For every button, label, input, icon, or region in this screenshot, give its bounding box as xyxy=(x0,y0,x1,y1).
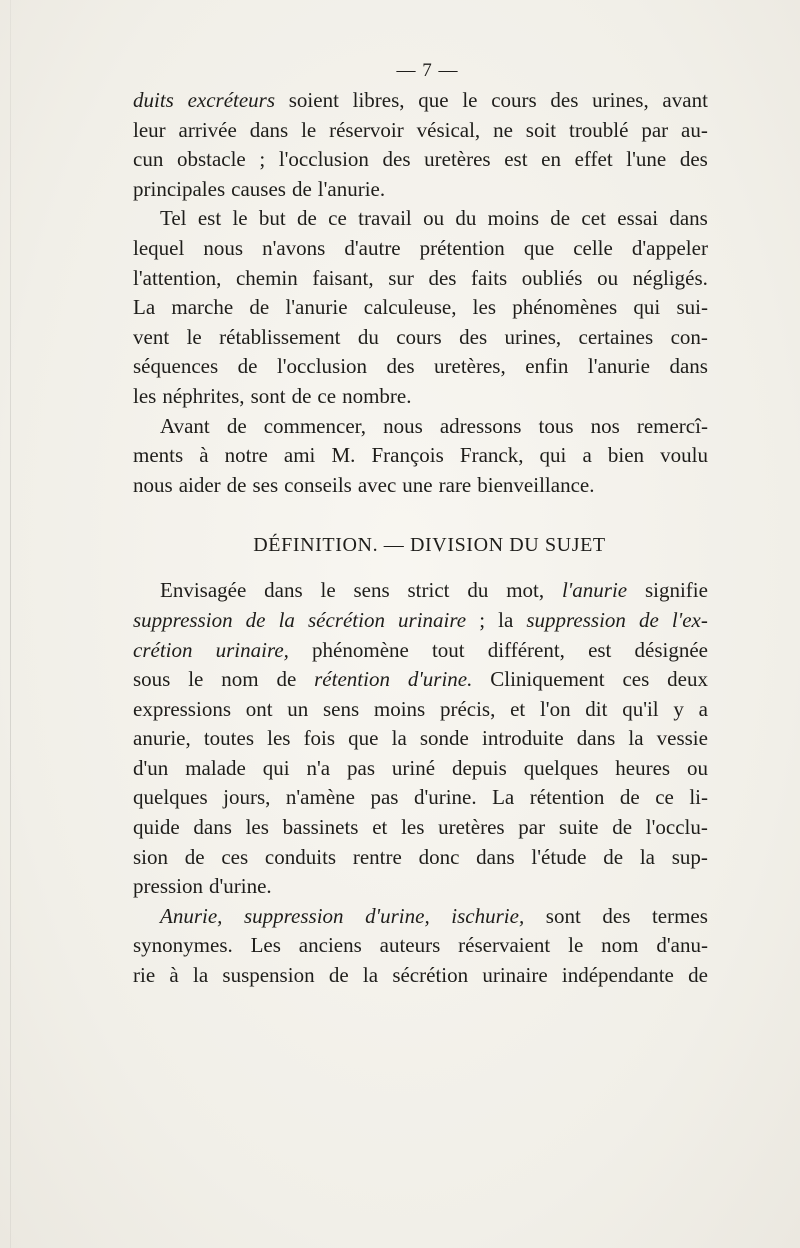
word: pas xyxy=(347,755,376,780)
word: ; xyxy=(259,147,266,172)
word: dans xyxy=(193,815,232,840)
word: anciens xyxy=(298,933,362,958)
word: bienveillance. xyxy=(477,472,595,497)
word: cet xyxy=(581,206,606,231)
word: nos xyxy=(590,413,620,438)
word: sont xyxy=(545,903,581,928)
word: avant xyxy=(662,88,708,112)
text-block xyxy=(133,56,708,991)
text-line xyxy=(133,352,708,382)
word: le xyxy=(568,933,584,958)
word: depuis xyxy=(451,755,507,780)
word: n'avons xyxy=(262,235,326,260)
word: termes xyxy=(651,903,708,928)
page-number: — 7 — xyxy=(396,60,459,81)
word: La xyxy=(492,785,515,810)
word: con- xyxy=(670,324,708,349)
word: dans xyxy=(249,117,289,142)
word: ami xyxy=(283,443,316,468)
word: ces xyxy=(622,667,650,692)
word: nom xyxy=(601,933,639,958)
word: sup- xyxy=(671,844,708,869)
word: est xyxy=(197,206,222,231)
word: nous xyxy=(383,413,423,438)
word: d'urine, xyxy=(365,903,430,928)
word: duits xyxy=(133,88,174,112)
word: de xyxy=(184,844,205,869)
word: de xyxy=(226,413,247,438)
word: suppression xyxy=(133,607,233,632)
word: dans xyxy=(264,578,303,603)
paragraph xyxy=(133,86,708,204)
word: qui xyxy=(633,295,661,320)
text-line xyxy=(133,872,708,902)
word: ce xyxy=(655,785,674,810)
word: a xyxy=(582,443,592,468)
word: des xyxy=(428,265,457,290)
word: d'urine. xyxy=(407,667,473,692)
word: lequel xyxy=(133,235,185,260)
word: anurie, xyxy=(133,726,191,751)
word: n'a xyxy=(306,755,331,780)
word: et xyxy=(372,815,388,840)
word: rie xyxy=(133,963,156,988)
word: deux xyxy=(667,667,708,692)
text-line xyxy=(133,471,708,501)
word: commencer, xyxy=(263,413,367,438)
word: leur xyxy=(133,117,166,142)
word: la xyxy=(639,844,655,869)
word: Anurie, xyxy=(160,903,223,928)
text-line xyxy=(133,754,708,784)
word: ne xyxy=(493,117,513,142)
word: l'anurie xyxy=(561,578,628,603)
word: sont xyxy=(250,383,286,408)
text-line xyxy=(133,665,708,695)
word: urines, xyxy=(504,324,562,349)
word: pression xyxy=(133,874,203,899)
word: au- xyxy=(681,117,708,142)
word: Avant xyxy=(160,413,210,438)
word: sui- xyxy=(676,295,708,320)
word: marche xyxy=(171,295,234,320)
word: uretères xyxy=(424,147,491,172)
word: que xyxy=(418,88,449,112)
word: synonymes. xyxy=(133,933,233,958)
word: ce xyxy=(317,383,337,408)
text-line xyxy=(133,86,708,116)
word: l'anurie. xyxy=(317,176,386,201)
word: quelques xyxy=(523,755,599,780)
word: jours, xyxy=(223,785,271,810)
binding-edge xyxy=(10,0,11,1248)
word: troublé xyxy=(568,117,629,142)
word: est xyxy=(588,637,612,662)
word: donc xyxy=(418,844,460,869)
word: certaines xyxy=(578,324,654,349)
word: l'occlu- xyxy=(645,815,708,840)
word: réservaient xyxy=(458,933,551,958)
word: d'urine. xyxy=(209,874,272,899)
word: le xyxy=(301,117,317,142)
word: le xyxy=(320,578,336,603)
word: soit xyxy=(525,117,557,142)
text-line xyxy=(133,175,708,205)
word: M. xyxy=(331,443,356,468)
body-text xyxy=(133,86,708,991)
word: malade xyxy=(185,755,246,780)
word: qui xyxy=(539,443,567,468)
word: est xyxy=(504,147,528,172)
word: travail xyxy=(358,206,412,231)
word: l'anurie xyxy=(587,354,650,379)
word: heures xyxy=(615,755,671,780)
word: urinaire xyxy=(482,963,548,988)
text-line xyxy=(133,204,708,234)
word: en xyxy=(541,147,561,172)
word: de xyxy=(276,667,297,692)
word: séquences xyxy=(133,354,219,379)
word: sous xyxy=(133,667,171,692)
word: ou xyxy=(687,755,708,780)
word: à xyxy=(199,443,209,468)
word: ont xyxy=(245,696,273,721)
text-line xyxy=(133,145,708,175)
word: néphrites, xyxy=(162,383,245,408)
word: conseils xyxy=(284,472,352,497)
word: des xyxy=(679,147,708,172)
text-line xyxy=(133,606,708,636)
word: urines, xyxy=(592,88,649,112)
word: li- xyxy=(689,785,708,810)
word: Les xyxy=(250,933,281,958)
word: arrivée xyxy=(178,117,237,142)
text-line xyxy=(133,323,708,353)
word: l'attention, xyxy=(133,265,222,290)
word: des xyxy=(459,324,488,349)
paragraph xyxy=(133,204,708,411)
word: qu'il xyxy=(622,696,659,721)
word: la xyxy=(278,607,295,632)
word: sonde xyxy=(419,726,469,751)
word: Envisagée xyxy=(160,578,247,603)
word: y xyxy=(673,696,684,721)
word: uriné xyxy=(391,755,436,780)
word: que xyxy=(523,235,555,260)
word: de xyxy=(249,295,270,320)
word: celle xyxy=(573,235,613,260)
word: quelques xyxy=(133,785,208,810)
word: de xyxy=(619,785,640,810)
word: mot, xyxy=(506,578,545,603)
word: rare xyxy=(438,472,472,497)
text-line xyxy=(133,902,708,932)
word: d'autre xyxy=(344,235,401,260)
word: de xyxy=(603,844,624,869)
text-line xyxy=(133,576,708,606)
word: à xyxy=(169,963,179,988)
word: sens xyxy=(353,578,390,603)
word: d'anu- xyxy=(656,933,708,958)
word: cours xyxy=(491,88,537,112)
word: l'on xyxy=(539,696,571,721)
word: d'un xyxy=(133,755,169,780)
word: l'occlusion xyxy=(278,147,369,172)
word: la xyxy=(628,726,644,751)
word: l'étude xyxy=(531,844,587,869)
word: but xyxy=(258,206,286,231)
word: un xyxy=(287,696,309,721)
text-line xyxy=(133,412,708,442)
word: suppression xyxy=(526,607,626,632)
word: ce xyxy=(328,206,347,231)
word: Tel xyxy=(160,206,187,231)
word: le xyxy=(186,324,202,349)
word: les xyxy=(401,815,425,840)
text-line xyxy=(133,293,708,323)
word: faits xyxy=(471,265,508,290)
word: de xyxy=(291,176,312,201)
word: faisant, xyxy=(312,265,374,290)
word: expressions xyxy=(133,696,231,721)
word: de xyxy=(550,206,571,231)
word: oubliés xyxy=(521,265,583,290)
word: des xyxy=(386,354,415,379)
text-line xyxy=(133,441,708,471)
word: par xyxy=(641,117,669,142)
word: ses xyxy=(252,472,279,497)
word: bassinets xyxy=(282,815,359,840)
word: voulu xyxy=(660,443,708,468)
word: obstacle xyxy=(176,147,246,172)
word: auteurs xyxy=(379,933,441,958)
word: tous xyxy=(538,413,574,438)
word: rentre xyxy=(352,844,402,869)
word: rétention xyxy=(314,667,390,692)
word: Franck, xyxy=(459,443,524,468)
word: effet xyxy=(574,147,613,172)
word: ou xyxy=(597,265,619,290)
word: indépendante xyxy=(561,963,674,988)
word: suppression xyxy=(243,903,344,928)
word: tout xyxy=(431,637,465,662)
word: du xyxy=(467,578,489,603)
word: moins xyxy=(373,696,426,721)
word: de xyxy=(328,963,349,988)
text-line xyxy=(133,724,708,754)
word: excréteurs xyxy=(187,88,276,112)
word: les xyxy=(133,383,157,408)
word: désignée xyxy=(634,637,708,662)
word: libres, xyxy=(352,88,405,112)
word: le xyxy=(188,667,204,692)
word: nombre. xyxy=(342,383,412,408)
word: d'urine. xyxy=(413,785,477,810)
word: cours xyxy=(396,324,442,349)
word: remercî- xyxy=(636,413,708,438)
word: de xyxy=(226,472,247,497)
word: les xyxy=(245,815,269,840)
word: urinaire xyxy=(398,607,467,632)
word: avec xyxy=(357,472,397,497)
word: une xyxy=(402,472,433,497)
word: et xyxy=(510,696,526,721)
word: ments xyxy=(133,443,184,468)
word: phénomènes xyxy=(512,295,618,320)
text-line xyxy=(133,382,708,412)
word: sur xyxy=(388,265,414,290)
word: prétention xyxy=(419,235,505,260)
word: toutes xyxy=(203,726,255,751)
word: enfin xyxy=(525,354,569,379)
word: strict xyxy=(407,578,450,603)
word: nous xyxy=(203,235,244,260)
word: pas xyxy=(370,785,399,810)
word: différent, xyxy=(487,637,565,662)
word: sens xyxy=(323,696,360,721)
word: essai xyxy=(617,206,659,231)
word: l'occlusion xyxy=(276,354,368,379)
word: la xyxy=(192,963,209,988)
text-line xyxy=(133,931,708,961)
word: de xyxy=(291,383,312,408)
word: uretères, xyxy=(434,354,506,379)
word: phénomène xyxy=(312,637,409,662)
word: qui xyxy=(262,755,290,780)
word: adressons xyxy=(439,413,522,438)
text-line xyxy=(133,813,708,843)
paragraph xyxy=(133,412,708,501)
word: le xyxy=(232,206,248,231)
text-line xyxy=(133,234,708,264)
text-line xyxy=(133,961,708,991)
word: des xyxy=(382,147,411,172)
word: dans xyxy=(669,206,708,231)
word: calculeuse, xyxy=(363,295,457,320)
word: bien xyxy=(607,443,645,468)
word: fois xyxy=(303,726,336,751)
word: conduits xyxy=(264,844,337,869)
word: uretères xyxy=(438,815,505,840)
word: de xyxy=(688,963,708,988)
word: dans xyxy=(669,354,708,379)
word: soient xyxy=(288,88,339,112)
word: l'anurie xyxy=(285,295,348,320)
paragraph xyxy=(133,576,708,902)
word: ; xyxy=(479,607,486,632)
word: quide xyxy=(133,815,180,840)
word: la xyxy=(391,726,407,751)
text-line xyxy=(133,636,708,666)
word: l'ex- xyxy=(671,607,708,632)
word: de xyxy=(245,607,266,632)
word: rétention xyxy=(529,785,605,810)
word: des xyxy=(550,88,579,112)
word: sécrétion xyxy=(307,607,385,632)
word: principales xyxy=(133,176,226,201)
word: du xyxy=(455,206,477,231)
word: la xyxy=(362,963,379,988)
word: La xyxy=(133,295,156,320)
word: les xyxy=(267,726,291,751)
word: vésical, xyxy=(416,117,481,142)
word: précis, xyxy=(439,696,496,721)
word: le xyxy=(462,88,478,112)
word: nous xyxy=(133,472,173,497)
word: de xyxy=(297,206,317,231)
word: causes xyxy=(231,176,286,201)
text-line xyxy=(133,264,708,294)
word: de xyxy=(639,607,659,632)
word: ischurie, xyxy=(451,903,525,928)
word: a xyxy=(698,696,708,721)
word: vent xyxy=(133,324,170,349)
word: cun xyxy=(133,147,164,172)
word: que xyxy=(348,726,379,751)
word: n'amène xyxy=(285,785,355,810)
text-line xyxy=(133,116,708,146)
word: notre xyxy=(224,443,268,468)
word: nom xyxy=(221,667,259,692)
word: de xyxy=(237,354,258,379)
word: par xyxy=(518,815,546,840)
word: François xyxy=(371,443,444,468)
word: suspension xyxy=(222,963,315,988)
section-heading: DÉFINITION. — DIVISION DU SUJET xyxy=(253,534,606,557)
text-line xyxy=(133,783,708,813)
word: signifie xyxy=(644,578,708,603)
word: de xyxy=(612,815,633,840)
word: moins xyxy=(487,206,539,231)
word: dans xyxy=(576,726,616,751)
word: du xyxy=(357,324,379,349)
word: Cliniquement xyxy=(490,667,605,692)
word: crétion xyxy=(133,637,193,662)
word: dans xyxy=(476,844,515,869)
word: sécrétion xyxy=(392,963,469,988)
word: suite xyxy=(558,815,599,840)
word: négligés. xyxy=(632,265,708,290)
word: dit xyxy=(585,696,608,721)
text-line xyxy=(133,695,708,725)
word: chemin xyxy=(235,265,298,290)
word: introduite xyxy=(481,726,564,751)
word: réservoir xyxy=(329,117,404,142)
text-line xyxy=(133,843,708,873)
word: la xyxy=(498,607,514,632)
word: ou xyxy=(423,206,445,231)
word: l'une xyxy=(626,147,667,172)
word: vessie xyxy=(656,726,708,751)
word: des xyxy=(602,903,631,928)
word: les xyxy=(472,295,496,320)
word: aider xyxy=(178,472,221,497)
word: sion xyxy=(133,844,169,869)
word: urinaire, xyxy=(215,637,289,662)
paragraph xyxy=(133,902,708,991)
word: ces xyxy=(221,844,249,869)
word: rétablissement xyxy=(219,324,341,349)
word: d'appeler xyxy=(631,235,708,260)
